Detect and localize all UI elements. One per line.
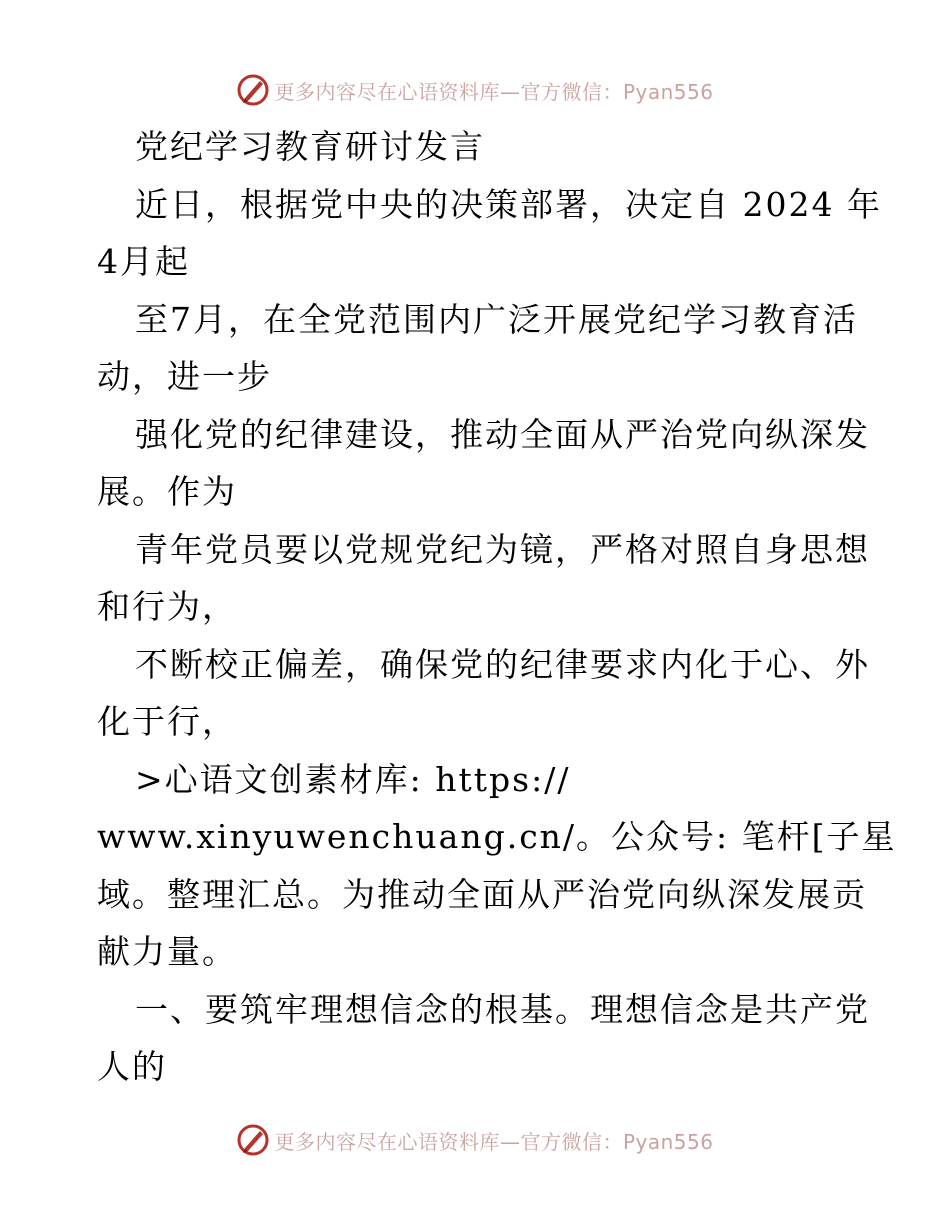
paragraph-line: 展。作为: [97, 472, 237, 511]
paragraph-line: 4月起: [97, 242, 190, 281]
pen-logo-icon: [236, 1123, 270, 1157]
header-watermark: [0, 70, 950, 110]
document-body: [97, 118, 897, 1096]
watermark-text: 更多内容尽在心语资料库—官方微信：Pyan556: [274, 79, 714, 104]
paragraph-line: 青年党员要以党规党纪为镜，严格对照自身思想: [135, 529, 870, 569]
paragraph-line: 近日，根据党中央的决策部署，决定自 2024 年: [135, 184, 882, 224]
paragraph-line: 至7月，在全党范围内广泛开展党纪学习教育活: [135, 299, 858, 339]
paragraph-line: www.xinyuwenchuang.cn/。公众号: 笔杆[子星: [97, 817, 897, 856]
paragraph-line: 一、要筑牢理想信念的根基。理想信念是共产党: [135, 989, 870, 1029]
paragraph-line: >心语文创素材库: https://: [135, 759, 571, 799]
watermark-text: 更多内容尽在心语资料库—官方微信：Pyan556: [274, 1129, 714, 1154]
footer-watermark: [0, 1120, 950, 1160]
paragraph-line: 动，进一步: [97, 357, 272, 396]
paragraph-line: 不断校正偏差，确保党的纪律要求内化于心、外: [135, 644, 870, 684]
paragraph-line: 人的: [97, 1047, 167, 1086]
pen-logo-icon: [236, 73, 270, 107]
doc-title: 党纪学习教育研讨发言: [135, 127, 485, 166]
paragraph-line: 强化党的纪律建设，推动全面从严治党向纵深发: [135, 414, 870, 454]
paragraph-line: 和行为，: [97, 587, 237, 626]
paragraph-line: 域。整理汇总。为推动全面从严治党向纵深发展贡: [97, 874, 867, 914]
paragraph-line: 献力量。: [97, 932, 237, 971]
paragraph-line: 化于行，: [97, 702, 237, 741]
